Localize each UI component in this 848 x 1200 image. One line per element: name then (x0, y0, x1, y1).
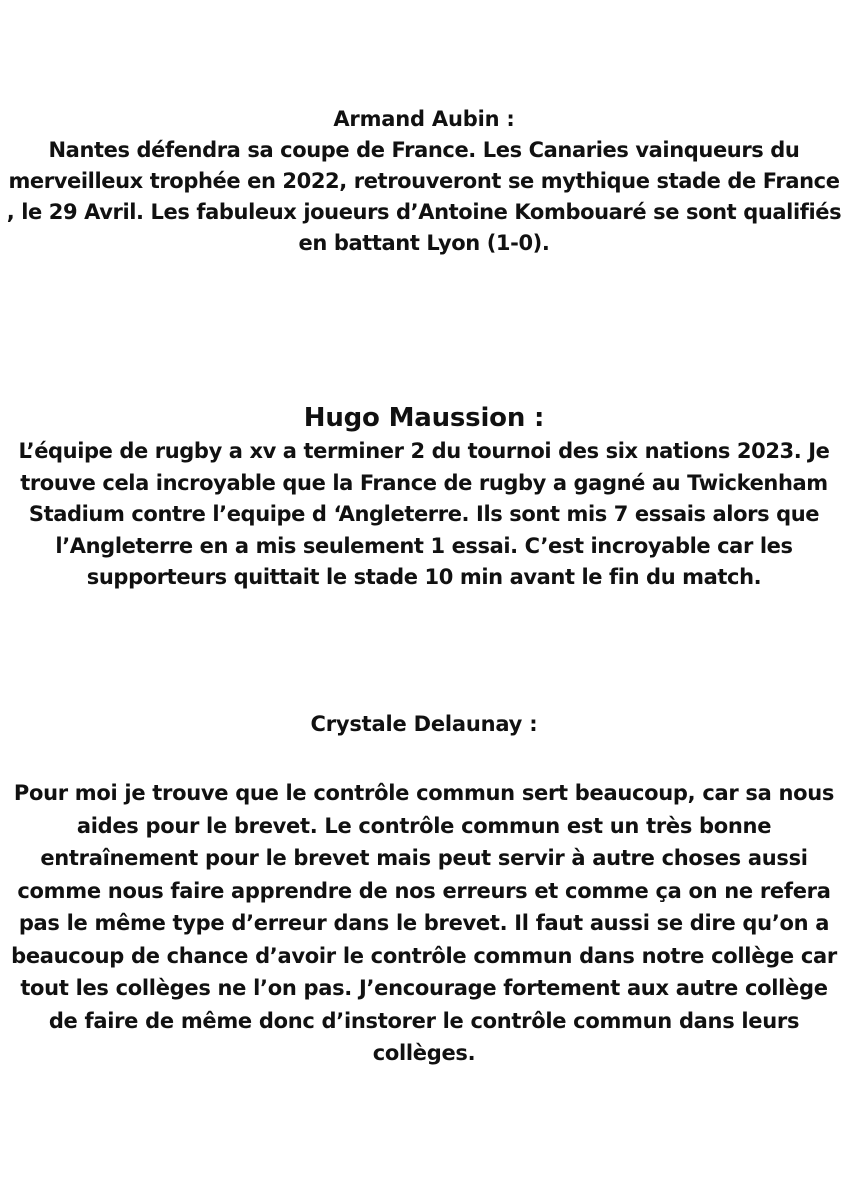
author-heading: Crystale Delaunay : (310, 712, 538, 736)
section-crystale-delaunay (0, 708, 848, 1070)
section-text: Nantes défendra sa coupe de France. Les Canaries vainqueurs du merveilleux trophée en 2022, retrouveront se mythique stade de France , le 29 Avril. Les fabuleux joueurs d’Antoine Kombouaré se sont qualifiés en battant Lyon (1-0). (6, 138, 842, 255)
author-heading: Armand Aubin : (333, 107, 515, 131)
author-heading: Hugo Maussion : (303, 403, 545, 433)
section-text: L’équipe de rugby a xv a terminer 2 du tournoi des six nations 2023. Je trouve cela incroyable que la France de rugby a gagné au Twickenham Stadium contre l’equipe d ‘Angleterre. Ils sont mis 7 essais alors que l’Angleterre en a mis seulement 1 essai. C’est incroyable car les supporteurs quittait le stade 10 min avant le fin du match. (18, 439, 830, 589)
section-text: Pour moi je trouve que le contrôle commun sert beaucoup, car sa nous aides pour le brevet. Le contrôle commun est un très bonne entraînement pour le brevet mais peut servir à autre choses aussi comme nous faire apprendre de nos erreurs et comme ça on ne refera pas le même type d’erreur dans le brevet. Il faut aussi se dire qu’on a beaucoup de chance d’avoir le contrôle commun dans notre collège car tout les collèges ne l’on pas. J’encourage fortement aux autre collège de faire de même donc d’instorer le contrôle commun dans leurs collèges. (11, 781, 837, 1065)
section-hugo-maussion (0, 400, 848, 594)
section-armand-aubin (0, 103, 848, 259)
